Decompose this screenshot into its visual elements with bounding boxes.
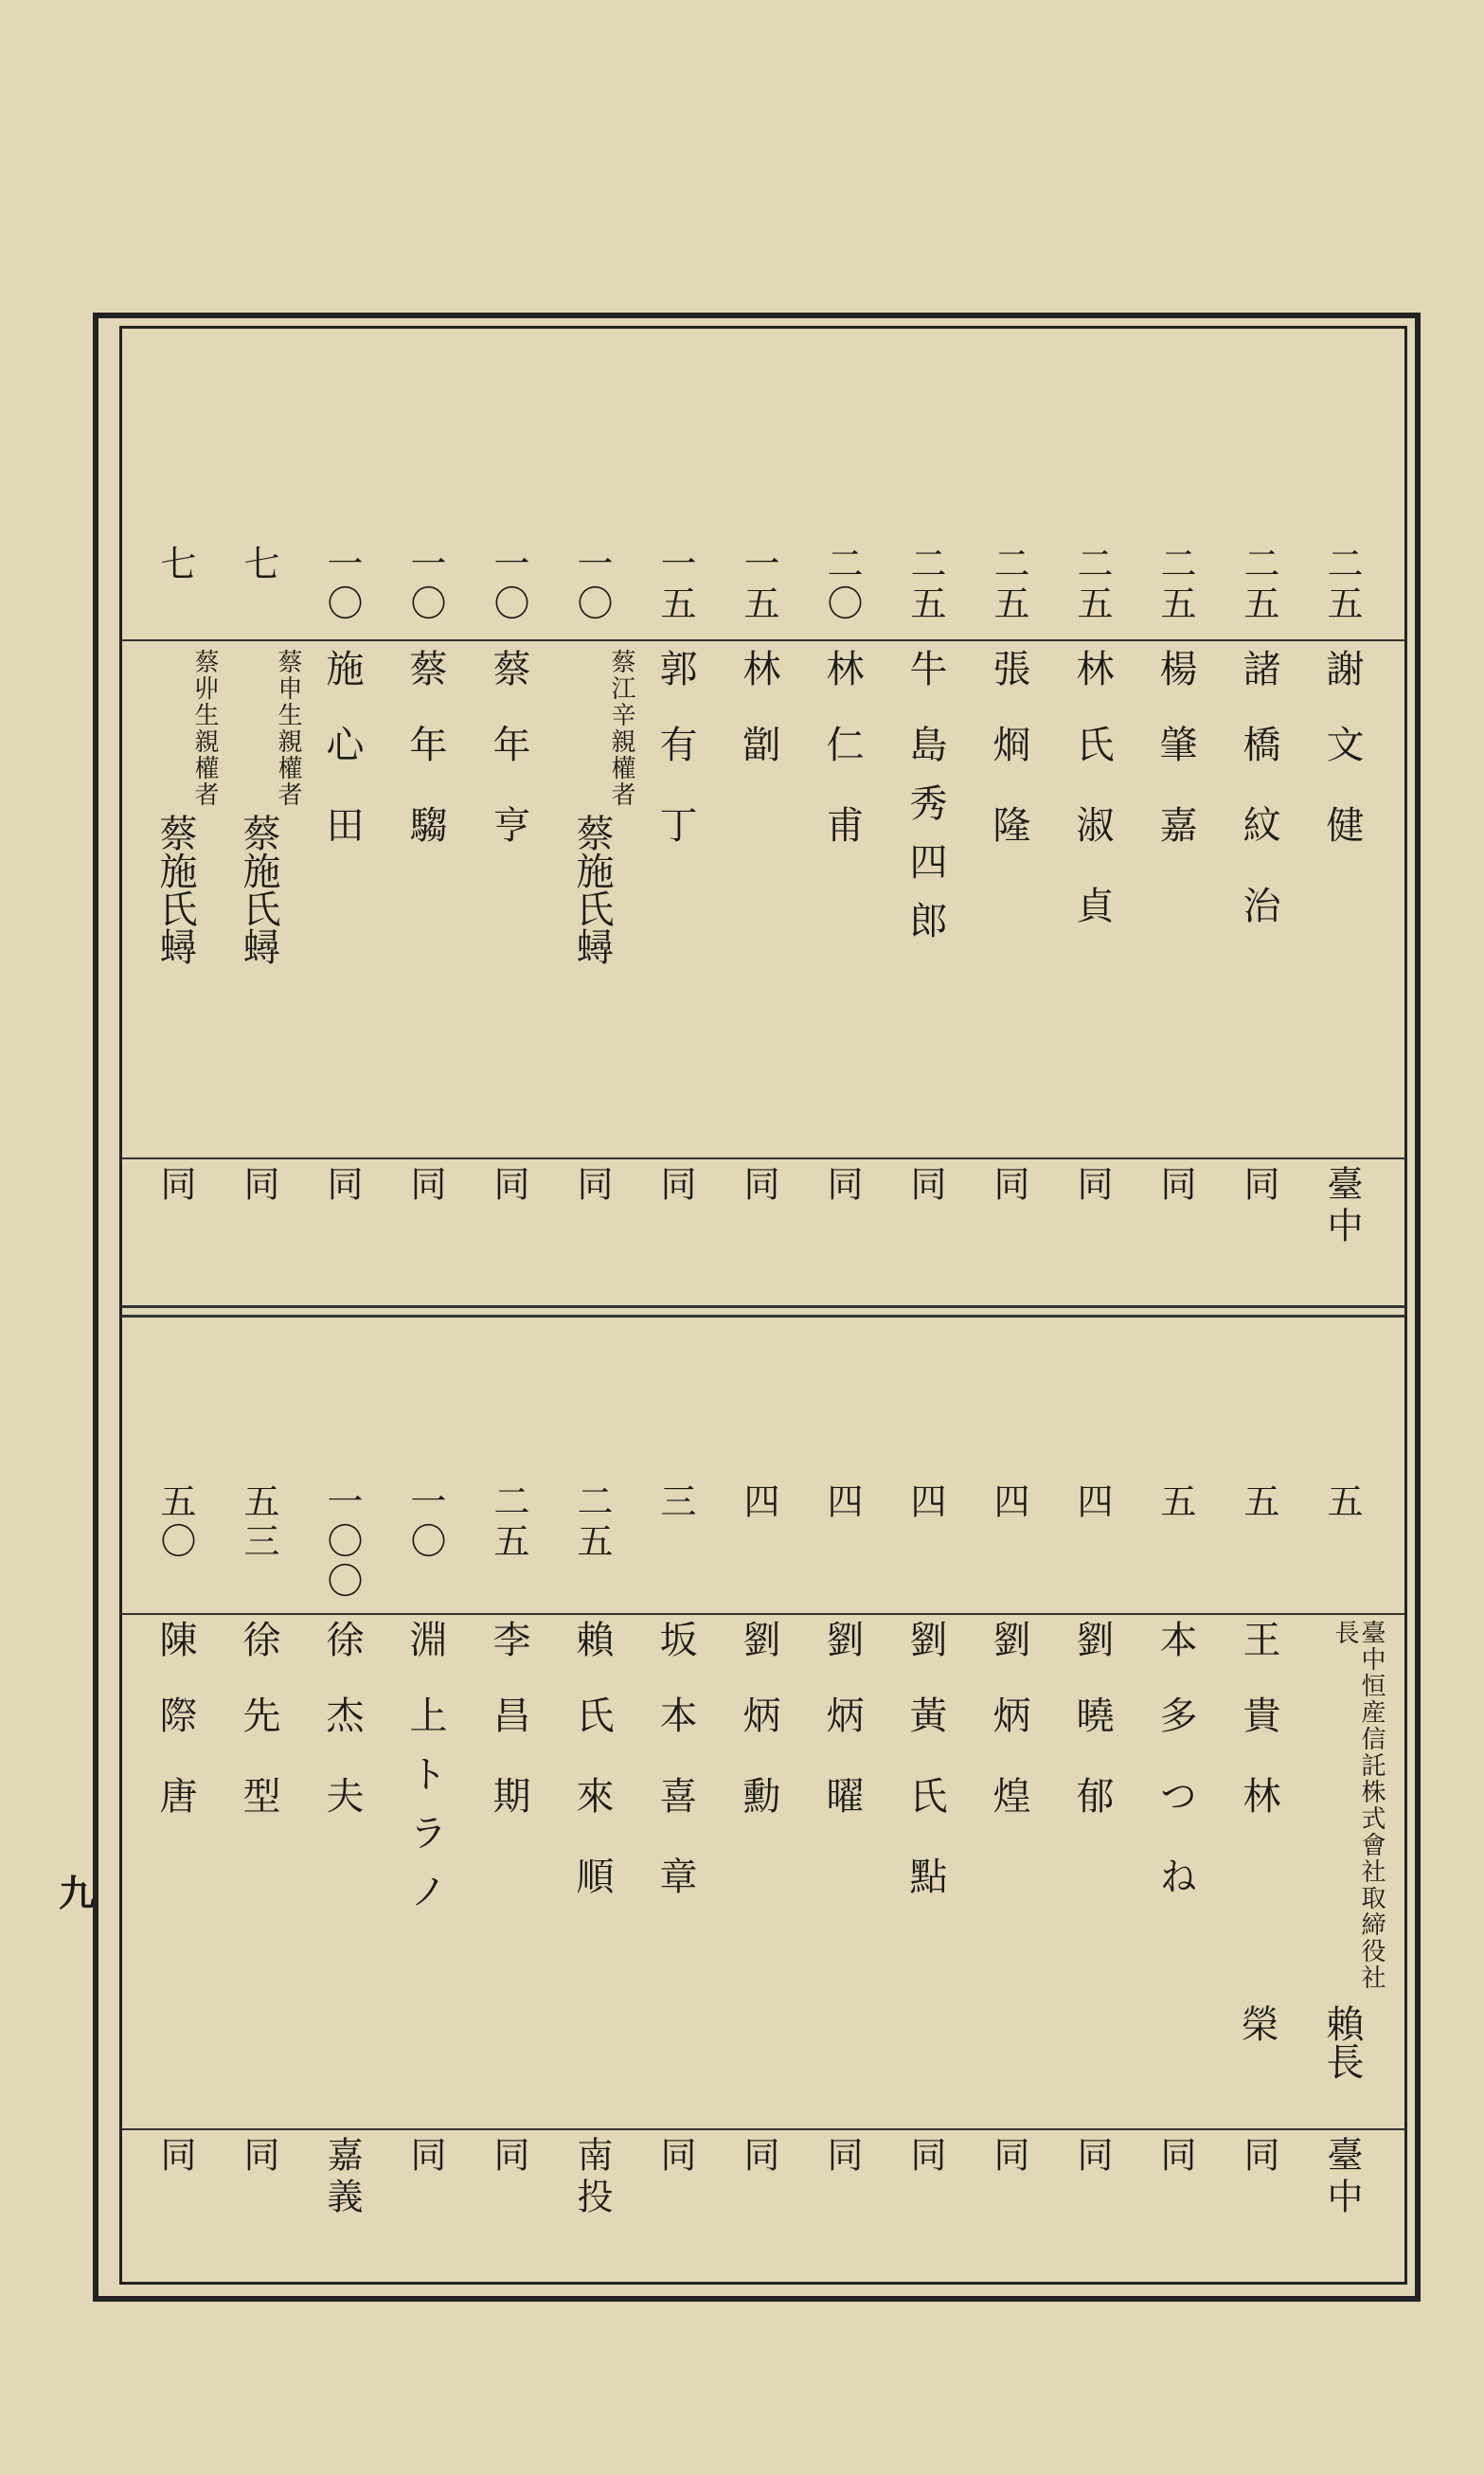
surname: 劉 bbox=[820, 1620, 864, 1658]
given-name: 文健 bbox=[1320, 725, 1364, 886]
bottom-address-divider bbox=[121, 2128, 1405, 2130]
surname: 蔡 bbox=[487, 649, 530, 687]
top-shares-divider bbox=[121, 639, 1405, 641]
address: 同 bbox=[488, 2136, 529, 2178]
given-name: 上トラノ bbox=[403, 1695, 447, 1930]
shareholder-name bbox=[633, 649, 718, 1141]
share-count: 二五 bbox=[571, 1482, 613, 1562]
address: 同 bbox=[654, 1165, 696, 1207]
address: 同 bbox=[821, 2136, 863, 2178]
given-name: 氏淑貞 bbox=[1070, 725, 1114, 966]
address: 嘉義 bbox=[321, 2136, 363, 2219]
shareholder-name bbox=[466, 649, 551, 1141]
holder-name-text: 蔡施氏蟳 bbox=[237, 814, 280, 965]
share-count: 一〇 bbox=[404, 545, 446, 624]
given-name: 年亨 bbox=[487, 725, 530, 886]
share-count: 七 bbox=[154, 545, 196, 584]
address: 臺中 bbox=[1321, 1165, 1363, 1248]
surname: 謝 bbox=[1320, 649, 1364, 687]
share-count: 一〇 bbox=[488, 545, 529, 624]
share-count: 三 bbox=[654, 1482, 696, 1522]
shareholder-name bbox=[133, 1620, 218, 2112]
share-count: 二五 bbox=[1071, 545, 1113, 624]
share-count: 二〇 bbox=[821, 545, 863, 624]
surname: 坂 bbox=[653, 1620, 697, 1658]
address: 同 bbox=[821, 1165, 863, 1207]
given-name: 多つね bbox=[1153, 1695, 1197, 1937]
shareholder-name bbox=[883, 1620, 968, 2112]
top-address-divider bbox=[121, 1157, 1405, 1159]
given-name: 炳煌 bbox=[987, 1695, 1030, 1856]
share-count: 五 bbox=[1154, 1482, 1196, 1522]
share-count: 一〇 bbox=[404, 1482, 446, 1562]
given-name: 烱隆 bbox=[987, 725, 1030, 886]
share-count: 一〇 bbox=[321, 545, 363, 624]
given-name: 貴林 bbox=[1237, 1695, 1280, 1856]
holder-name-text: 蔡施氏蟳 bbox=[570, 814, 614, 965]
guardian-note: 蔡丱生親權者 bbox=[190, 649, 219, 808]
shareholder-name bbox=[299, 649, 384, 1141]
surname: 徐 bbox=[320, 1620, 364, 1658]
shareholder-name bbox=[133, 649, 218, 1141]
given-name: 先型 bbox=[237, 1695, 280, 1856]
given-name: 年騶 bbox=[403, 725, 447, 886]
given-name: 昌期 bbox=[487, 1695, 530, 1856]
guardian-note: 蔡申生親權者 bbox=[274, 649, 302, 808]
shareholder-name bbox=[966, 649, 1051, 1141]
share-count: 二五 bbox=[1321, 545, 1363, 624]
holder-name-text: 賴長榮 bbox=[1235, 2003, 1364, 2080]
share-count: 七 bbox=[238, 545, 279, 584]
address: 同 bbox=[738, 2136, 779, 2178]
given-name: 際唐 bbox=[153, 1695, 197, 1856]
share-count: 五〇 bbox=[154, 1482, 196, 1562]
shareholder-name bbox=[716, 649, 801, 1141]
shareholder-name bbox=[1049, 649, 1135, 1141]
surname: 王 bbox=[1237, 1620, 1280, 1658]
surname: 施 bbox=[320, 649, 364, 687]
share-count: 一〇〇 bbox=[321, 1482, 363, 1602]
shareholder-name bbox=[549, 649, 635, 1141]
shareholder-name bbox=[1216, 649, 1301, 1141]
address: 同 bbox=[988, 1165, 1029, 1207]
shareholder-name bbox=[799, 1620, 885, 2112]
share-count: 一五 bbox=[654, 545, 696, 624]
address: 同 bbox=[1071, 2136, 1113, 2178]
share-count: 五 bbox=[1238, 1482, 1279, 1522]
half-divider-upper bbox=[121, 1305, 1405, 1308]
address: 同 bbox=[1154, 1165, 1196, 1207]
shareholder-name bbox=[216, 649, 301, 1141]
share-count: 二五 bbox=[488, 1482, 529, 1562]
given-name: 杰夫 bbox=[320, 1695, 364, 1856]
shareholder-name bbox=[716, 1620, 801, 2112]
address: 同 bbox=[154, 1165, 196, 1207]
shareholder-name bbox=[383, 649, 468, 1141]
given-name: 劏 bbox=[737, 725, 780, 805]
shareholder-name bbox=[466, 1620, 551, 2112]
given-name: 肇嘉 bbox=[1153, 725, 1197, 886]
shareholder-name bbox=[633, 1620, 718, 2112]
surname: 林 bbox=[737, 649, 780, 687]
address: 同 bbox=[1238, 1165, 1279, 1207]
surname: 劉 bbox=[737, 1620, 780, 1658]
given-name: 炳勳 bbox=[737, 1695, 780, 1856]
surname: 諸 bbox=[1237, 649, 1280, 687]
surname: 林 bbox=[1070, 649, 1114, 687]
page-number: 九 bbox=[59, 1872, 96, 1914]
share-count: 二五 bbox=[1238, 545, 1279, 624]
address: 同 bbox=[488, 1165, 529, 1207]
given-name: 島秀四郎 bbox=[903, 725, 947, 960]
share-count: 四 bbox=[1071, 1482, 1113, 1522]
address: 同 bbox=[988, 2136, 1029, 2178]
surname: 劉 bbox=[903, 1620, 947, 1658]
share-count: 一五 bbox=[738, 545, 779, 624]
given-name: 曉郁 bbox=[1070, 1695, 1114, 1856]
given-name: 炳曜 bbox=[820, 1695, 864, 1856]
address: 同 bbox=[904, 1165, 946, 1207]
share-count: 五 bbox=[1321, 1482, 1363, 1522]
surname: 本 bbox=[1153, 1620, 1197, 1658]
surname: 林 bbox=[820, 649, 864, 687]
address: 同 bbox=[238, 1165, 279, 1207]
shareholder-name bbox=[1299, 649, 1385, 1141]
shareholder-name bbox=[216, 1620, 301, 2112]
given-name: 橋紋治 bbox=[1237, 725, 1280, 966]
given-name: 氏來順 bbox=[570, 1695, 614, 1937]
surname: 郭 bbox=[653, 649, 697, 687]
address: 同 bbox=[321, 1165, 363, 1207]
share-count: 二五 bbox=[988, 545, 1029, 624]
guardian-note: 臺中恒産信託株式會社取締役社長 bbox=[1331, 1620, 1386, 1991]
share-count: 四 bbox=[738, 1482, 779, 1522]
surname: 張 bbox=[987, 649, 1030, 687]
address: 同 bbox=[571, 1165, 613, 1207]
share-count: 四 bbox=[821, 1482, 863, 1522]
address: 同 bbox=[1154, 2136, 1196, 2178]
surname: 劉 bbox=[1070, 1620, 1114, 1658]
share-count: 四 bbox=[904, 1482, 946, 1522]
shareholder-name bbox=[383, 1620, 468, 2112]
shareholder-name bbox=[549, 1620, 635, 2112]
address: 同 bbox=[404, 2136, 446, 2178]
half-divider-lower bbox=[121, 1315, 1405, 1318]
surname: 徐 bbox=[237, 1620, 280, 1658]
surname: 蔡 bbox=[403, 649, 447, 687]
shareholder-name bbox=[966, 1620, 1051, 2112]
address: 同 bbox=[404, 1165, 446, 1207]
given-name: 有丁 bbox=[653, 725, 697, 886]
shareholder-name bbox=[1216, 1620, 1301, 2112]
surname: 劉 bbox=[987, 1620, 1030, 1658]
surname: 李 bbox=[487, 1620, 530, 1658]
address: 臺中 bbox=[1321, 2136, 1363, 2219]
guardian-note: 蔡江辛親權者 bbox=[607, 649, 635, 808]
holder-name-text: 蔡施氏蟳 bbox=[153, 814, 197, 965]
shareholder-name bbox=[883, 649, 968, 1141]
shareholder-name bbox=[1133, 649, 1218, 1141]
given-name: 本喜章 bbox=[653, 1695, 697, 1937]
share-count: 四 bbox=[988, 1482, 1029, 1522]
share-count: 二五 bbox=[904, 545, 946, 624]
surname: 陳 bbox=[153, 1620, 197, 1658]
share-count: 一〇 bbox=[571, 545, 613, 624]
address: 同 bbox=[238, 2136, 279, 2178]
share-count: 二五 bbox=[1154, 545, 1196, 624]
shareholder-name bbox=[799, 649, 885, 1141]
address: 同 bbox=[904, 2136, 946, 2178]
shareholder-name bbox=[1049, 1620, 1135, 2112]
surname: 賴 bbox=[570, 1620, 614, 1658]
surname: 牛 bbox=[903, 649, 947, 687]
shareholder-name bbox=[1133, 1620, 1218, 2112]
given-name: 黃氏點 bbox=[903, 1695, 947, 1937]
address: 同 bbox=[1238, 2136, 1279, 2178]
address: 同 bbox=[738, 1165, 779, 1207]
surname: 淵 bbox=[403, 1620, 447, 1658]
surname: 楊 bbox=[1153, 649, 1197, 687]
bottom-shares-divider bbox=[121, 1613, 1405, 1615]
given-name: 心田 bbox=[320, 725, 364, 886]
address: 同 bbox=[654, 2136, 696, 2178]
address: 同 bbox=[1071, 1165, 1113, 1207]
given-name: 仁甫 bbox=[820, 725, 864, 886]
shareholder-name bbox=[299, 1620, 384, 2112]
address: 同 bbox=[154, 2136, 196, 2178]
share-count: 五三 bbox=[238, 1482, 279, 1562]
address: 南投 bbox=[571, 2136, 613, 2219]
